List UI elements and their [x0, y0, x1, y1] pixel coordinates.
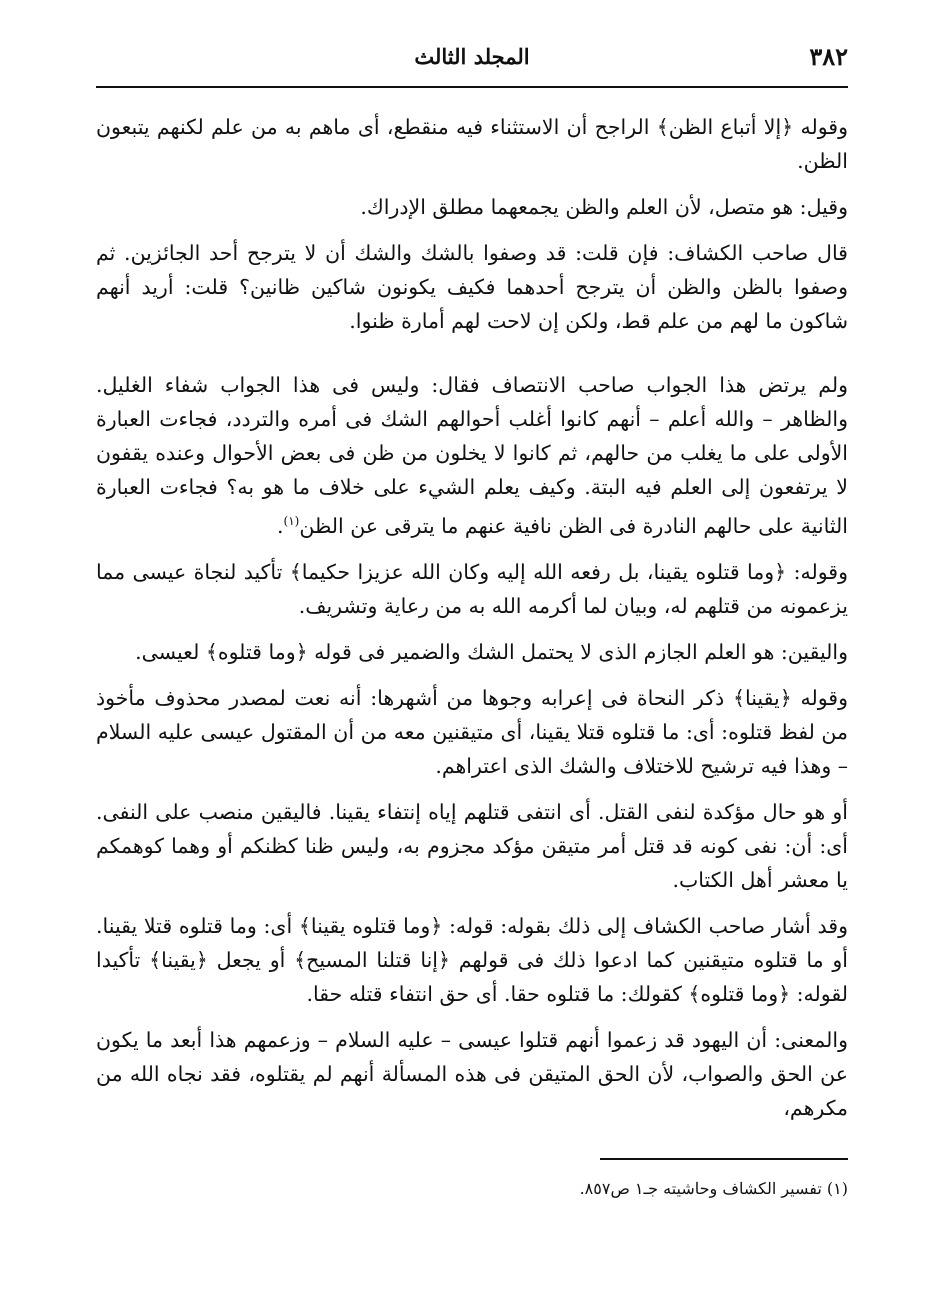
footnote: (١) تفسير الكشاف وحاشيته جـ١ ص٨٥٧. — [579, 1179, 848, 1198]
running-header — [96, 30, 848, 88]
paragraph-2: وقيل: هو متصل، لأن العلم والظن يجمعهما مطلق الإدراك. — [360, 195, 848, 219]
paragraph-4-tail: . — [276, 513, 284, 538]
paragraph-9: وقد أشار صاحب الكشاف إلى ذلك بقوله: قوله: ﴿وما قتلوه يقينا﴾ أى: وما قتلوه قتلا يقينا. أو ما قتلوه متيقنين كما ادعوا ذلك فى قولهم ﴿إنا قتلنا المسيح﴾ أو يجعل ﴿يقينا﴾ تأكيدا لقوله: ﴿وما قتلوه﴾ كقولك: ما قتلوه حقا. أى حق انتفاء قتله حقا. — [96, 913, 848, 1006]
paragraph-7: وقوله ﴿يقينا﴾ ذكر النحاة فى إعرابه وجوها من أشهرها: أنه نعت لمصدر محذوف مأخوذ من لفظ قتلوه: أى: ما قتلوه قتلا يقينا، أى متيقنين معه من أن المقتول عيسى عليه السلام – وهذا فيه ترشيح للاختلاف والشك الذى اعتراهم. — [96, 685, 848, 778]
paragraph-4-text: ولم يرتض هذا الجواب صاحب الانتصاف فقال: وليس فى هذا الجواب شفاء الغليل. والظاهر – والله أعلم – أنهم كانوا أغلب أحوالهم الشك فى أمره والتردد، فجاءت العبارة الأولى على ما يغلب من حالهم، ثم كانوا لا يخلون من ظن فى بعض الأحوال وعنده يقفون لا يرتفعون إلى العلم فيه البتة. وكيف يعلم الشيء على خلاف ما هو به؟ فجاءت العبارة الثانية على حالهم النادرة فى الظن نافية عنهم ما يترقى عن الظن — [96, 373, 848, 538]
paragraph-3: قال صاحب الكشاف: فإن قلت: قد وصفوا بالشك والشك أن لا يترجح أحد الجائزين. ثم وصفوا بالظن والظن أن يترجح أحدهما فكيف يكونون شاكين ظانين؟ قلت: أريد أنهم شاكون ما لهم من علم قط، ولكن إن لاحت لهم أمارة ظنوا. — [96, 241, 848, 333]
volume-title: المجلد الثالث — [414, 44, 530, 69]
paragraph-6: واليقين: هو العلم الجازم الذى لا يحتمل الشك والضمير فى قوله ﴿وما قتلوه﴾ لعيسى. — [135, 639, 848, 664]
paragraph-10: والمعنى: أن اليهود قد زعموا أنهم قتلوا عيسى – عليه السلام – وزعمهم هذا أبعد ما يكون عن الحق والصواب، لأن الحق المتيقن فى هذه المسألة أنهم لم يقتلوه، فقد نجاه الله من مكرهم، — [96, 1027, 848, 1120]
paragraph-1: وقوله ﴿إلا أتباع الظن﴾ الراجح أن الاستثناء فيه منقطع، أى ماهم به من علم لكنهم يتبعون الظن. — [96, 115, 848, 173]
footnote-marker: (١) — [283, 514, 300, 528]
paragraph-5: وقوله: ﴿وما قتلوه يقينا، بل رفعه الله إليه وكان الله عزيزا حكيما﴾ تأكيد لنجاة عيسى مما يزعمونه من قتلهم له، وبيان لما أكرمه الله به من رعاية وتشريف. — [96, 559, 848, 618]
page-number: ٣٨٢ — [809, 42, 848, 71]
paragraph-4 — [96, 368, 848, 543]
paragraph-8: أو هو حال مؤكدة لنفى القتل. أى انتفى قتلهم إياه إنتفاء يقينا. فاليقين منصب على النفى. أى: أن: نفى كونه قد قتل أمر متيقن مؤكد مجزوم به، وليس ظنا كظنكم أو وهما كوهمكم يا معشر أهل الكتاب. — [96, 799, 848, 892]
main-text — [96, 110, 848, 1125]
book-page — [96, 30, 848, 1290]
footnote-divider — [600, 1158, 848, 1160]
